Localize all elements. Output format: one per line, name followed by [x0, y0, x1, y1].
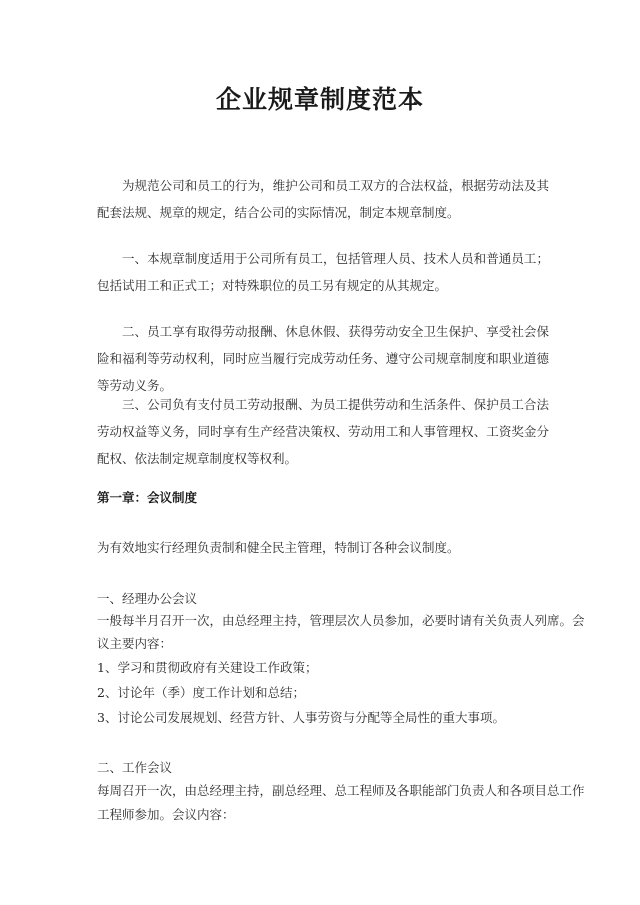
section-1-body-line: 议主要内容：	[97, 636, 173, 651]
clause-3-paragraph: 三、公司负有支付员工劳动报酬、为员工提供劳动和生活条件、保护员工合法劳动权益等义务，同时享有生产经营决策权、劳动用工和人事管理权、工资奖金分配权、依法制定规章制度权等权利。	[97, 397, 549, 466]
section-2-body-line: 每周召开一次，由总经理主持，副总经理、总工程师及各职能部门负责人和各项目总工作	[97, 783, 585, 798]
list-item: 2、讨论年（季）度工作计划和总结；	[97, 685, 305, 700]
chapter-1-heading: 第一章：会议制度	[97, 490, 198, 505]
list-item: 3、讨论公司发展规划、经营方针、人事劳资与分配等全局性的重大事项。	[97, 710, 505, 725]
section-2-heading: 二、工作会议	[97, 760, 173, 775]
section-1-heading: 一、经理办公会议	[97, 591, 198, 606]
document-title: 企业规章制度范本	[215, 85, 424, 114]
intro-paragraph: 为规范公司和员工的行为，维护公司和员工双方的合法权益，根据劳动法及其配套法规、规章的规定，结合公司的实际情况，制定本规章制度。	[97, 178, 549, 220]
list-item: 1、学习和贯彻政府有关建设工作政策；	[97, 660, 318, 675]
clause-1-paragraph: 一、本规章制度适用于公司所有员工，包括管理人员、技术人员和普通员工；包括试用工和正式工；对特殊职位的员工另有规定的从其规定。	[97, 251, 549, 293]
section-2-body-line: 工程师参加。会议内容：	[97, 807, 235, 822]
clause-2-paragraph: 二、员工享有取得劳动报酬、休息休假、获得劳动安全卫生保护、享受社会保险和福利等劳动权利，同时应当履行完成劳动任务、遵守公司规章制度和职业道德等劳动义务。	[97, 324, 549, 393]
chapter-1-intro: 为有效地实行经理负责制和健全民主管理，特制订各种会议制度。	[97, 540, 460, 555]
section-1-body-line: 一般每半月召开一次，由总经理主持，管理层次人员参加，必要时请有关负责人列席。会	[97, 613, 585, 628]
